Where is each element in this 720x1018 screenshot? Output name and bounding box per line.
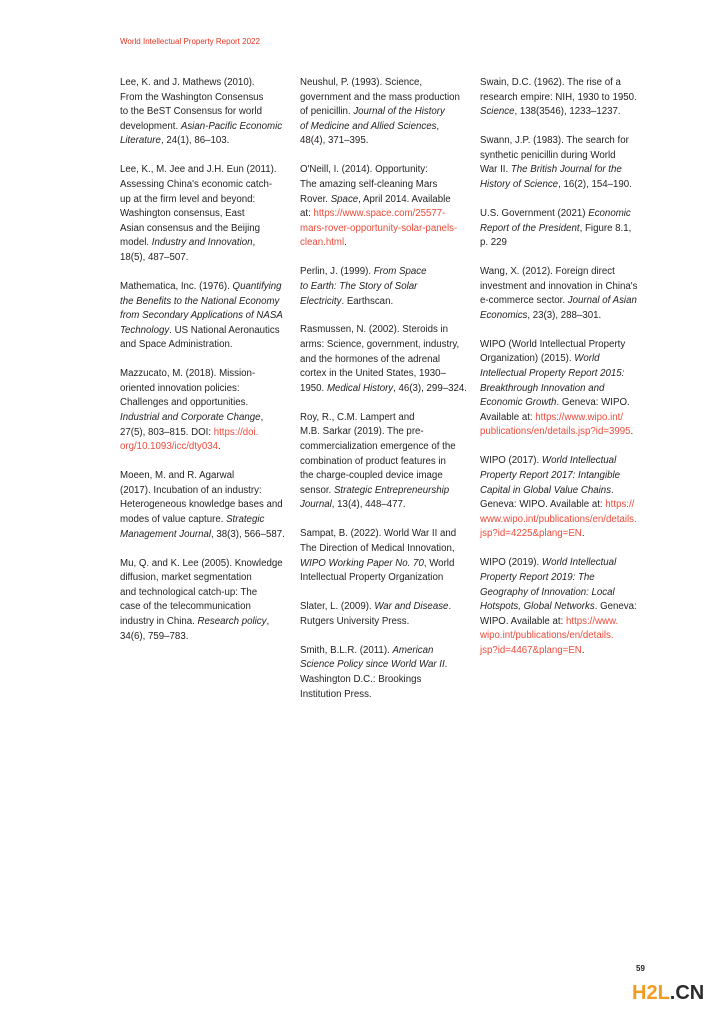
reference-text: and the hormones of the adrenal [300,353,441,365]
reference-entry [300,527,472,585]
reference-text: Intellectual Property Organization [300,572,444,584]
reference-line [300,571,472,586]
reference-line [300,382,472,397]
reference-text: synthetic penicillin during World [480,149,616,161]
reference-text: research empire: NIH, 1930 to 1950. [480,91,637,103]
reference-title: Economics [480,309,528,321]
reference-title: Capital in Global Value Chains [480,484,612,496]
reference-title: Strategic Entrepreneurship [333,484,450,496]
reference-line [300,222,472,237]
reference-line [300,265,472,280]
reference-line [120,193,292,208]
reference-text: , [266,615,270,627]
reference-line [120,396,292,411]
reference-title: American [392,644,434,656]
reference-line [120,426,292,441]
reference-text: Challenges and opportunities. [120,397,249,409]
reference-title: Technology [120,324,170,336]
reference-line [480,411,652,426]
reference-entry [300,600,472,629]
reference-line [120,280,292,295]
reference-text: government and the mass production [300,91,460,103]
reference-link[interactable]: jsp?id=4467&plang=EN [480,644,582,656]
reference-line [300,323,472,338]
reference-text: 1950. [300,382,327,394]
reference-text: Washington consensus, East [120,208,245,220]
reference-text: WIPO (World Intellectual Property [480,338,626,350]
reference-text: . US National Aeronautics [169,324,280,336]
reference-entry [300,76,472,149]
reference-title: Hotspots, Global Networks [480,601,595,613]
reference-entry [480,76,652,120]
reference-title: Electricity [300,295,342,307]
reference-line [300,411,472,426]
reference-entry [120,367,292,455]
reference-line [480,469,652,484]
reference-title: to Earth: The Story of Solar [300,280,418,292]
reference-text: War II. [480,164,511,176]
reference-link[interactable]: mars-rover-opportunity-solar-panels- [300,222,458,234]
reference-line [480,76,652,91]
reference-line [480,454,652,469]
reference-link[interactable]: org/10.1093/icc/dty034 [120,441,219,453]
reference-title: Journal of the History [353,106,445,118]
reference-title: Economic [588,207,631,219]
reference-text: case of the telecommunication [120,601,251,613]
watermark-logo [632,982,704,1004]
reference-text: The Direction of Medical Innovation, [300,542,455,554]
reference-text: , World [423,557,455,569]
reference-title: Research policy [197,615,267,627]
reference-text: WIPO (2019). [480,557,542,569]
reference-line [480,134,652,149]
reference-line [480,367,652,382]
reference-title: Geography of Innovation: Local [480,586,615,598]
reference-line [120,251,292,266]
reference-line [120,440,292,455]
reference-line [480,265,652,280]
reference-entry [480,556,652,658]
reference-title: War and Disease [374,601,449,613]
reference-line [120,615,292,630]
reference-title: Science [480,106,515,118]
reference-line [120,76,292,91]
reference-line [300,484,472,499]
watermark-suffix: .CN [669,982,705,1004]
reference-text: the charge-coupled device image [300,470,443,482]
reference-title: Quantifying [232,280,282,292]
reference-line [300,557,472,572]
reference-line [300,120,472,135]
reference-line [480,163,652,178]
reference-title: the Benefits to the National Economy [120,295,280,307]
reference-line [480,600,652,615]
reference-text: , 46(3), 299–324. [393,382,467,394]
reference-text: . Geneva: WIPO. [556,397,630,409]
reference-text: e-commerce sector. [480,295,568,307]
reference-line [120,309,292,324]
reference-text: combination of product features in [300,455,446,467]
reference-line [300,91,472,106]
reference-line [120,411,292,426]
reference-text: Smith, B.L.R. (2011). [300,644,393,656]
running-header: World Intellectual Property Report 2022 [120,37,260,46]
reference-line [300,658,472,673]
reference-line [120,513,292,528]
reference-title: WIPO Working Paper No. 70 [300,557,424,569]
reference-text: Lee, K., M. Jee and J.H. Eun (2011). [120,164,277,176]
reference-line [300,367,472,382]
reference-title: Intellectual Property Report 2015: [480,368,625,380]
reference-entry [300,163,472,251]
reference-line [480,484,652,499]
reference-entry [480,338,652,440]
reference-title: Literature [120,135,161,147]
reference-text: , 38(3), 566–587. [211,528,285,540]
reference-line [120,630,292,645]
reference-title: Science Policy since World War II [300,659,445,671]
reference-text: (2017). Incubation of an industry: [120,484,262,496]
reference-text: to the BeST Consensus for world [120,106,262,118]
reference-text: Sampat, B. (2022). World War II and [300,528,457,540]
reference-line [120,586,292,601]
reference-line [300,498,472,513]
reference-line [480,527,652,542]
reference-text: and technological catch-up: The [120,586,258,598]
reference-line [300,353,472,368]
reference-text: Available at: [480,411,536,423]
reference-title: World Intellectual [541,557,617,569]
reference-line [120,295,292,310]
reference-line [300,193,472,208]
reference-link[interactable]: publications/en/details.jsp?id=3995 [480,426,631,438]
reference-text: Wang, X. (2012). Foreign direct [480,266,615,278]
reference-text: model. [120,237,152,249]
reference-text: Washington D.C.: Brookings [300,673,422,685]
reference-link[interactable]: jsp?id=4225&plang=EN [480,528,582,540]
reference-link[interactable]: wipo.int/publications/en/details. [480,630,614,642]
reference-line [480,178,652,193]
reference-text: Rasmussen, N. (2002). Steroids in [300,324,449,336]
reference-title: History of Science [480,178,559,190]
reference-text: WIPO. Available at: [480,615,566,627]
reference-title: From Space [373,266,427,278]
reference-title: Asian-Pacific Economic [180,120,283,132]
reference-line [480,280,652,295]
reference-line [120,236,292,251]
reference-line [300,644,472,659]
reference-line [120,105,292,120]
reference-title: Property Report 2017: Intangible [480,470,621,482]
reference-text: Swann, J.P. (1983). The search for [480,135,629,147]
reference-entry [300,323,472,396]
reference-line [120,178,292,193]
reference-text: . [581,528,585,540]
reference-line [300,338,472,353]
reference-text: 48(4), 371–395. [300,135,369,147]
reference-text: 34(6), 759–783. [120,630,189,642]
reference-text: Mazzucato, M. (2018). Mission- [120,368,256,380]
reference-line [480,236,652,251]
reference-title: of Medicine and Allied Sciences [300,120,437,132]
reference-line [300,76,472,91]
reference-entry [120,163,292,265]
reference-text: 18(5), 487–507. [120,251,189,263]
reference-entry [300,644,472,702]
reference-line [480,556,652,571]
reference-title: Management Journal [120,528,212,540]
reference-entry [480,454,652,542]
reference-text: of penicillin. [300,106,354,118]
reference-title: Strategic [226,514,265,525]
reference-line [120,367,292,382]
reference-link[interactable]: clean.html [300,237,345,249]
reference-title: Space [330,193,359,205]
reference-text: Mu, Q. and K. Lee (2005). Knowledge [120,557,283,569]
reference-line [480,382,652,397]
reference-text: , [436,120,440,132]
reference-line [480,207,652,222]
reference-text: commercialization emergence of the [300,441,456,453]
reference-link[interactable]: https:// [605,499,635,511]
reference-text: 27(5), 803–815. DOI: [120,426,214,438]
reference-entry [480,207,652,251]
page-number: 59 [636,964,645,973]
watermark-brand: H2L [632,982,670,1004]
reference-text: diffusion, market segmentation [120,572,252,584]
reference-title: Industrial and Corporate Change [120,412,261,424]
reference-line [480,513,652,528]
reference-text: at: [300,208,314,220]
reference-text: , Figure 8.1, [579,222,632,234]
reference-line [300,527,472,542]
reference-line [120,207,292,222]
reference-line [480,615,652,630]
reference-line [300,440,472,455]
reference-text: , 13(4), 448–477. [331,499,406,511]
reference-line [300,207,472,222]
reference-text: Swain, D.C. (1962). The rise of a [480,77,621,88]
reference-text: Geneva: WIPO. Available at: [480,499,606,511]
reference-text: O'Neill, I. (2014). Opportunity: [300,164,428,176]
reference-entry [480,134,652,192]
reference-text: up at the firm level and beyond: [120,193,256,205]
reference-line [480,571,652,586]
reference-title: World Intellectual [541,455,617,467]
reference-text: development. [120,120,181,132]
reference-text: The amazing self-cleaning Mars [300,178,438,190]
reference-title: Medical History [326,382,394,394]
reference-text: , [260,412,264,424]
reference-link[interactable]: https://www.wipo.int/ [535,411,624,423]
reference-text: , April 2014. Available [358,193,451,205]
reference-line [300,673,472,688]
reference-entry [120,557,292,645]
reference-line [480,425,652,440]
reference-line [120,528,292,543]
reference-title: Report of the President [480,222,580,234]
reference-line [300,455,472,470]
reference-line [120,469,292,484]
reference-text: oriented innovation policies: [120,382,240,394]
reference-text: arms: Science, government, industry, [300,339,460,351]
reference-title: Economic Growth [480,397,557,409]
reference-line [480,222,652,237]
reference-line [120,91,292,106]
reference-line [120,163,292,178]
reference-text: . [611,484,614,496]
reference-text: From the Washington Consensus [120,91,264,103]
reference-text: , 138(3546), 1233–1237. [514,106,621,118]
reference-line [120,382,292,397]
reference-text: M.B. Sarkar (2019). The pre- [300,426,424,438]
reference-entry [300,411,472,513]
reference-text: Organization) (2015). [480,353,575,365]
reference-column-1 [120,76,292,659]
reference-text: cortex in the United States, 1930– [300,368,446,380]
reference-line [480,629,652,644]
reference-line [120,222,292,237]
reference-text: . [630,426,634,438]
reference-line [480,644,652,659]
reference-text: WIPO (2017). [480,455,542,467]
reference-title: Industry and Innovation [151,237,253,249]
reference-text: , 16(2), 154–190. [558,178,632,190]
reference-title: Journal of Asian [567,295,637,307]
reference-text: industry in China. [120,615,198,627]
reference-title: Breakthrough Innovation and [480,382,605,394]
reference-text: and Space Administration. [120,339,233,351]
reference-text: , [252,237,256,249]
reference-text: Slater, L. (2009). [300,601,375,613]
reference-entry [120,76,292,149]
reference-text: . Earthscan. [341,295,394,307]
reference-text: Mathematica, Inc. (1976). [120,280,233,292]
reference-line [480,498,652,513]
reference-column-3 [480,76,652,673]
reference-line [300,425,472,440]
reference-line [480,105,652,120]
reference-line [300,163,472,178]
reference-line [120,600,292,615]
reference-text: Institution Press. [300,688,372,700]
reference-text: , 24(1), 86–103. [160,135,230,147]
reference-line [120,338,292,353]
reference-entry [120,469,292,542]
reference-line [120,324,292,339]
reference-link[interactable]: www.wipo.int/publications/en/details. [480,513,637,525]
reference-link[interactable]: https://www.space.com/25577- [313,208,446,220]
reference-line [120,571,292,586]
reference-text: Rutgers University Press. [300,615,410,627]
reference-text: . [218,441,221,453]
reference-line [300,600,472,615]
reference-entry [120,280,292,353]
reference-column-2 [300,76,472,717]
reference-text: sensor. [300,484,334,496]
reference-link[interactable]: https://doi. [213,426,259,438]
reference-text: Assessing China's economic catch- [120,178,273,190]
reference-line [120,120,292,135]
reference-line [300,469,472,484]
reference-entry [480,265,652,323]
reference-line [300,178,472,193]
reference-line [480,396,652,411]
reference-line [480,294,652,309]
reference-title: Property Report 2019: The [480,571,595,583]
reference-text: p. 229 [480,237,507,249]
reference-line [300,615,472,630]
reference-text: . [448,601,452,613]
reference-text: Asian consensus and the Beijing [120,222,261,234]
reference-title: Journal [300,499,332,511]
reference-text: . Geneva: [594,601,637,613]
reference-text: , 23(3), 288–301. [527,309,602,321]
reference-text: Neushul, P. (1993). Science, [300,77,423,88]
reference-line [300,295,472,310]
reference-text: . [444,659,448,671]
reference-title: The British Journal for the [510,164,622,176]
reference-line [120,484,292,499]
reference-entry [300,265,472,309]
reference-line [120,557,292,572]
reference-text: Rover. [300,193,331,205]
reference-text: U.S. Government (2021) [480,207,589,219]
reference-line [300,134,472,149]
reference-text: Moeen, M. and R. Agarwal [120,470,235,482]
reference-line [300,688,472,703]
reference-line [480,149,652,164]
reference-text: Heterogeneous knowledge bases and [120,499,283,511]
reference-text: Perlin, J. (1999). [300,266,374,278]
reference-text: Lee, K. and J. Mathews (2010). [120,77,255,88]
reference-text: . [581,644,585,656]
reference-title: World [574,353,600,365]
reference-line [480,586,652,601]
reference-text: . [344,237,347,249]
reference-title: from Secondary Applications of NASA [120,310,283,322]
reference-line [300,542,472,557]
reference-line [480,338,652,353]
reference-line [300,105,472,120]
reference-line [480,91,652,106]
reference-line [300,236,472,251]
reference-text: Roy, R., C.M. Lampert and [300,411,415,423]
reference-line [300,280,472,295]
reference-link[interactable]: https://www. [565,615,619,627]
reference-text: modes of value capture. [120,514,227,525]
reference-line [120,498,292,513]
reference-text: investment and innovation in China's [480,280,638,292]
reference-line [120,134,292,149]
reference-line [480,352,652,367]
reference-line [480,309,652,324]
